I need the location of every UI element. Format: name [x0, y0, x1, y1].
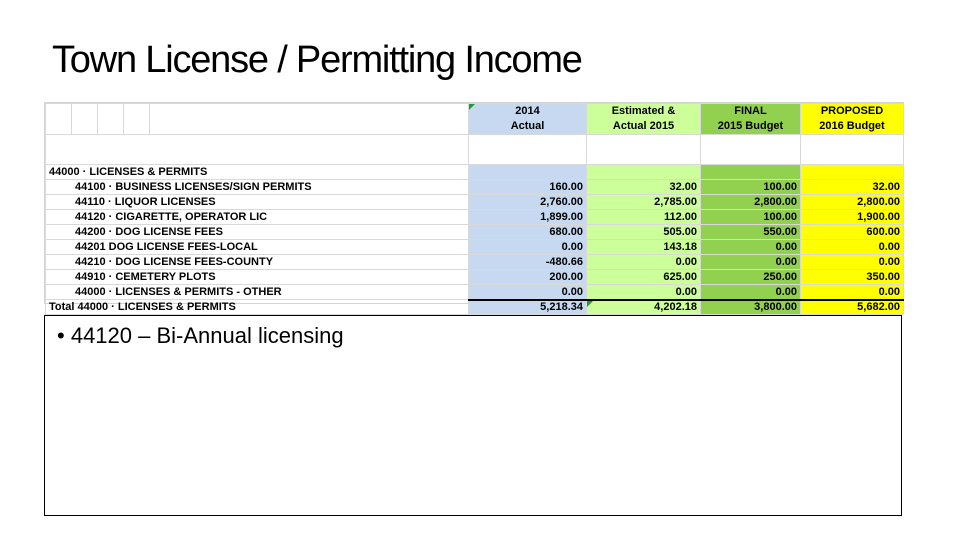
value-cell: 680.00 — [469, 225, 587, 240]
bullet-item — [57, 322, 344, 350]
table-row — [46, 285, 904, 300]
slide-title: Town License / Permitting Income — [52, 39, 582, 81]
bullet-icon: • — [57, 323, 71, 348]
row-label: 44201 DOG LICENSE FEES-LOCAL — [46, 240, 469, 255]
table-row — [46, 210, 904, 225]
value-cell: 2,760.00 — [469, 195, 587, 210]
column-header-final-2015-budget: FINAL 2015 Budget — [701, 104, 801, 135]
value-cell: 1,900.00 — [801, 210, 904, 225]
cell-marker-icon — [469, 104, 475, 110]
row-label: 44210 · DOG LICENSE FEES-COUNTY — [46, 255, 469, 270]
table-row — [46, 195, 904, 210]
bullet-text: 44120 – Bi-Annual licensing — [70, 323, 344, 348]
value-cell: 0.00 — [587, 285, 701, 300]
value-cell: 32.00 — [587, 180, 701, 195]
value-cell: 0.00 — [801, 240, 904, 255]
value-cell: 4,202.18 — [587, 300, 701, 315]
value-cell: 3,800.00 — [701, 300, 801, 315]
column-header-estimated-2015: Estimated & Actual 2015 — [587, 104, 701, 135]
value-cell: 2,800.00 — [801, 195, 904, 210]
value-cell: 100.00 — [701, 180, 801, 195]
value-cell: 0.00 — [469, 285, 587, 300]
header-blank-cell — [46, 104, 469, 135]
row-label: 44110 · LIQUOR LICENSES — [46, 195, 469, 210]
value-cell: 0.00 — [587, 255, 701, 270]
value-cell: 112.00 — [587, 210, 701, 225]
value-cell: 100.00 — [701, 210, 801, 225]
value-cell: 32.00 — [801, 180, 904, 195]
value-cell: 2,800.00 — [701, 195, 801, 210]
value-cell: 5,682.00 — [801, 300, 904, 315]
table-row — [46, 240, 904, 255]
total-label: Total 44000 · LICENSES & PERMITS — [46, 300, 469, 315]
cell-marker-icon — [587, 301, 593, 307]
value-cell: 0.00 — [701, 240, 801, 255]
value-cell: 505.00 — [587, 225, 701, 240]
table-row — [46, 255, 904, 270]
row-label: 44120 · CIGARETTE, OPERATOR LIC — [46, 210, 469, 225]
value-cell: 0.00 — [801, 285, 904, 300]
row-label: 44910 · CEMETERY PLOTS — [46, 270, 469, 285]
row-label: 44000 · LICENSES & PERMITS - OTHER — [46, 285, 469, 300]
row-label: 44100 · BUSINESS LICENSES/SIGN PERMITS — [46, 180, 469, 195]
spacer-row — [46, 135, 904, 165]
value-cell: 0.00 — [469, 240, 587, 255]
total-row — [46, 300, 904, 315]
budget-table — [45, 103, 904, 315]
table-row — [46, 225, 904, 240]
value-cell: -480.66 — [469, 255, 587, 270]
column-header-2014-actual: 2014 Actual — [469, 104, 587, 135]
value-cell: 0.00 — [801, 255, 904, 270]
table-row — [46, 270, 904, 285]
notes-textbox[interactable] — [44, 315, 902, 516]
value-cell: 0.00 — [701, 285, 801, 300]
budget-spreadsheet — [44, 102, 904, 314]
table-row — [46, 180, 904, 195]
value-cell: 160.00 — [469, 180, 587, 195]
value-cell: 200.00 — [469, 270, 587, 285]
section-row — [46, 165, 904, 180]
value-cell: 600.00 — [801, 225, 904, 240]
value-cell: 550.00 — [701, 225, 801, 240]
value-cell: 625.00 — [587, 270, 701, 285]
value-cell: 0.00 — [701, 255, 801, 270]
section-label: 44000 · LICENSES & PERMITS — [46, 165, 469, 180]
value-cell: 250.00 — [701, 270, 801, 285]
row-label: 44200 · DOG LICENSE FEES — [46, 225, 469, 240]
value-cell: 2,785.00 — [587, 195, 701, 210]
header-row — [46, 104, 904, 135]
value-cell: 350.00 — [801, 270, 904, 285]
value-cell: 143.18 — [587, 240, 701, 255]
value-cell: 1,899.00 — [469, 210, 587, 225]
value-cell: 5,218.34 — [469, 300, 587, 315]
column-header-proposed-2016-budget: PROPOSED 2016 Budget — [801, 104, 904, 135]
